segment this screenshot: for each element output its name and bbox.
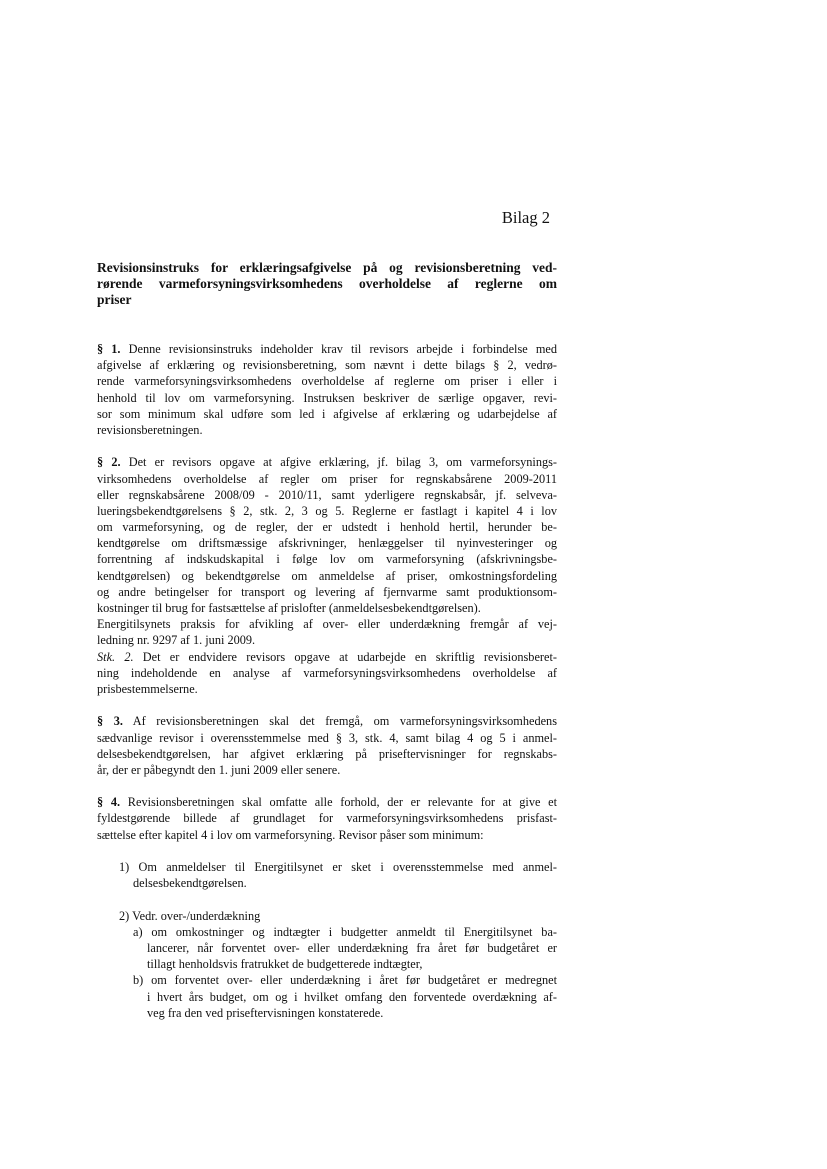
list-line: b) om forventet over- eller underdækning i året før budgetåret er medregnet bbox=[133, 973, 557, 988]
paragraph-3 bbox=[97, 713, 557, 778]
list-line: delsesbekendtgørelsen. bbox=[133, 876, 247, 891]
paragraph-1 bbox=[97, 341, 557, 438]
paragraph-text: Denne revisionsinstruks indeholder krav til revisors arbejde i forbindelse med bbox=[120, 342, 557, 356]
paragraph-line: revisionsberetningen. bbox=[97, 422, 203, 437]
list-item-2 bbox=[97, 908, 557, 1021]
paragraph-text: Af revisionsberetningen skal det fremgå, om varmeforsyningsvirksomhedens bbox=[122, 714, 557, 729]
title-line: priser bbox=[97, 292, 132, 308]
list-line: a) om omkostninger og indtægter i budgetter anmeldt til Energitilsynet ba- bbox=[133, 924, 557, 939]
paragraph-2 bbox=[97, 454, 557, 697]
paragraph-text: Revisionsberetningen skal omfatte alle forhold, der er relevante for at give et bbox=[120, 795, 557, 810]
paragraph-line: kostninger til brug for fastsættelse af prislofter (anmeldelsesbekendtgørelsen). bbox=[97, 601, 481, 615]
paragraph-line: forrentning af indskudskapital i følge lov om varmeforsyning (afskrivningsbe- bbox=[97, 552, 557, 567]
paragraph-number: § 4. bbox=[97, 795, 121, 810]
list-line: 1) Om anmeldelser til Energitilsynet er sket i overensstemmelse med anmel- bbox=[119, 860, 557, 874]
paragraph-line: fyldestgørende billede af grundlaget for varmeforsyningsvirksomhedens prisfast- bbox=[97, 811, 557, 826]
paragraph-line: og andre betingelser for transport og levering af fjernvarme samt produktionsom- bbox=[97, 584, 557, 599]
title-line: rørende varmeforsyningsvirksomhedens overholdelse af reglerne om bbox=[97, 276, 557, 292]
paragraph-line bbox=[97, 341, 557, 357]
paragraph-line: rende varmeforsyningsvirksomhedens overholdelse af reglerne om priser i eller i bbox=[97, 374, 557, 389]
paragraph-line bbox=[97, 649, 557, 665]
paragraph-line: ning indeholdende en analyse af varmeforsyningsvirksomhedens overholdelse af bbox=[97, 665, 557, 680]
paragraph-line: år, der er påbegyndt den 1. juni 2009 eller senere. bbox=[97, 762, 341, 777]
paragraph-line bbox=[97, 794, 557, 810]
paragraph-line bbox=[97, 713, 557, 729]
paragraph-line: sættelse efter kapitel 4 i lov om varmeforsyning. Revisor påser som minimum: bbox=[97, 827, 484, 842]
paragraph-line: virksomhedens overholdelse af regler om priser for regnskabsårene 2009-2011 bbox=[97, 471, 557, 486]
list-line: lancerer, når forventet over- eller underdækning fra året før budgetåret er bbox=[147, 940, 557, 955]
list-subitem-a bbox=[119, 924, 557, 973]
paragraph-line: henhold til lov om varmeforsyning. Instruksen beskriver de særlige opgaver, revi- bbox=[97, 390, 557, 405]
list-heading: 2) Vedr. over-/underdækning bbox=[119, 908, 261, 923]
list-line: i hvert års budget, om og i hvilket omfang den forventede overdækning af- bbox=[147, 989, 557, 1004]
paragraph-number: § 2. bbox=[97, 455, 121, 470]
document-body bbox=[97, 341, 557, 1021]
paragraph-line: kendtgørelsen) og bekendtgørelse om anmeldelse af priser, omkostningsfordeling bbox=[97, 568, 557, 583]
paragraph-line: sor som minimum skal udføre som led i afgivelse af erklæring og udarbejdelse af bbox=[97, 406, 557, 421]
paragraph-line: kendtgørelse om driftsmæssige afskrivninger, henlæggelser til nyinvesteringer og bbox=[97, 536, 557, 551]
paragraph-line: delsesbekendtgørelsen, har afgivet erklæring på priseftervisninger for regnskabs- bbox=[97, 746, 557, 761]
appendix-label: Bilag 2 bbox=[501, 208, 550, 227]
paragraph-line: Energitilsynets praksis for afvikling af over- eller underdækning fremgår af vej- bbox=[97, 617, 557, 632]
list-subitem-b bbox=[119, 972, 557, 1021]
title-line: Revisionsinstruks for erklæringsafgivelse på og revisionsberetning ved- bbox=[97, 260, 557, 275]
subsection-label: Stk. 2. bbox=[97, 649, 134, 664]
list-item-1 bbox=[97, 859, 557, 891]
list-line: tillagt henholdsvis fratrukket de budgetterede indtægter, bbox=[147, 957, 423, 972]
paragraph-number: § 1. bbox=[97, 342, 121, 356]
list-line: veg fra den ved priseftervisningen konstaterede. bbox=[147, 1005, 384, 1020]
paragraph-line: prisbestemmelserne. bbox=[97, 681, 198, 696]
paragraph-line: om varmeforsyning, og de regler, der er udstedt i henhold hertil, herunder be- bbox=[97, 520, 557, 535]
paragraph-text: Det er revisors opgave at afgive erklæring, jf. bilag 3, om varmeforsynings- bbox=[120, 455, 557, 470]
paragraph-line: ledning nr. 9297 af 1. juni 2009. bbox=[97, 633, 256, 648]
paragraph-4 bbox=[97, 794, 557, 843]
document-title bbox=[97, 259, 557, 308]
paragraph-text: Det er endvidere revisors opgave at udarbejde en skriftlig revisionsberet- bbox=[133, 649, 557, 664]
paragraph-line bbox=[97, 454, 557, 470]
paragraph-number: § 3. bbox=[97, 714, 123, 729]
paragraph-line: eller regnskabsårene 2008/09 - 2010/11, samt yderligere regnskabsår, jf. selveva- bbox=[97, 487, 557, 502]
paragraph-line: sædvanlige revisor i overensstemmelse med § 3, stk. 4, samt bilag 4 og 5 i anmel- bbox=[97, 730, 557, 745]
paragraph-line: lueringsbekendtgørelsens § 2, stk. 2, 3 og 5. Reglerne er fastlagt i kapitel 4 i lov bbox=[97, 503, 557, 518]
paragraph-line: afgivelse af erklæring og revisionsberetning, som nævnt i dette bilags § 2, vedrø- bbox=[97, 358, 557, 373]
